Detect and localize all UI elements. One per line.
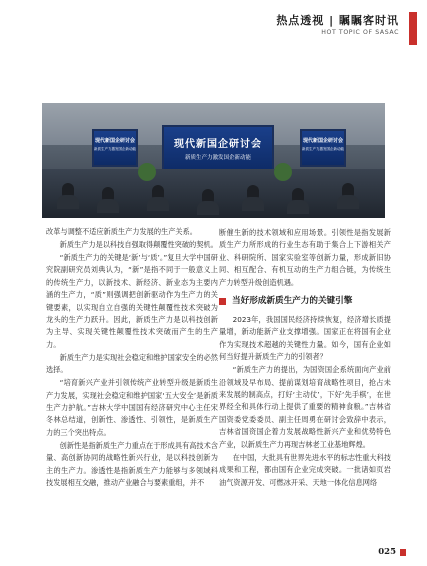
- section-heading: [219, 294, 391, 308]
- audience-body: [242, 197, 264, 211]
- audience-body: [97, 199, 119, 213]
- paragraph: 2023年，我国国民经济持续恢复，经济增长质提量增，新动能新产业支撑增强。国家正在将国有企业作为实现技术超越的关键性力量。如今，国有企业如何当好提升新质生产力的引领者？: [219, 315, 391, 362]
- paragraph: 改革与调整不适应新质生产力发展的生产关系。: [46, 227, 197, 236]
- paragraph: 断催生新的技术领域和应用场景。引领性是指发展新质生产力所形成的行业生态有助于集合上下游相关产业、科研院所、国家实验室等创新力量，形成新旧协同、相互配合、有机互动的生产力组合链，为传统生产力转型升级创造机遇。: [219, 228, 391, 287]
- audience-body: [337, 195, 359, 209]
- paragraph: 在中国，大批具有世界先进水平的标志性重大科技成果和工程，都由国有企业完成突破。一批诸如页岩油气资源开发、可燃冰开采、天地一体化信息网络: [219, 452, 391, 487]
- column-header: [267, 12, 427, 46]
- side-screen-left-title: 现代新国企研讨会: [94, 138, 135, 144]
- paragraph: 新质生产力是以科技自强取得颠覆性突破的契机。: [59, 240, 218, 249]
- plant-decoration: [138, 163, 156, 181]
- plant-decoration: [274, 163, 292, 181]
- main-screen-title: 现代新国企研讨会: [174, 139, 262, 150]
- header-accent-bar: [409, 12, 417, 45]
- side-screen-right-title: 现代新国企研讨会: [302, 138, 343, 144]
- audience-body: [197, 201, 219, 215]
- audience-body: [147, 197, 169, 211]
- conference-photo: [42, 103, 385, 218]
- column-title: 热点透视 | 瞩瞩客时讯: [276, 14, 399, 27]
- paragraph: 创新性是指新质生产力重点在于形成具有高技术含量、高创新协同的战略性新兴行业，是以科技创新为主的生产力。渗透性是指新质生产力能够与多领域科技发展相互交融，推动产业融合与要素重组，并不: [46, 440, 218, 488]
- section-title: 当好形成新质生产力的关键引擎: [232, 295, 353, 306]
- section-marker: [219, 298, 226, 305]
- side-screen-right-subtitle: 新质生产力激发国企新动能: [302, 147, 344, 151]
- page-number-text: 025: [378, 547, 396, 557]
- paragraph: “培育新兴产业并引领传统产业转型升级是新质生产力发展，实现社会稳定和维护国家‘五大安全’是新质生产力护航。”吉林大学中国国有经济研究中心主任宋冬林总结道，创新性、渗透性、引领性，是新质生产力的三个突出特点。: [46, 378, 218, 437]
- paragraph: “新质生产力的提出，为国资国企系统面向产业前沿领域及早布局、提前谋划培育战略性项目，抢占未来发展的制高点，打好‘主动仗’，下好‘先手棋’，在世界经全和具体行动上提供了重要的精神食粮。”吉林省国资委党委委员、副主任周勇在研讨会致辞中表示，吉林省国资国企着力发展战略性新兴产业和优势特色产业，以新质生产力再现吉林老工业基地辉煌。: [219, 365, 391, 449]
- side-screen-right: [300, 129, 346, 167]
- side-screen-left-subtitle: 新质生产力激发国企新动能: [94, 147, 136, 151]
- page-number: [378, 547, 406, 557]
- page-number-marker: [400, 549, 406, 556]
- side-screen-left: [92, 129, 138, 167]
- main-screen-subtitle: 新质生产力激发国企新动能: [184, 155, 251, 161]
- right-text-column: [219, 227, 391, 490]
- audience-body: [57, 195, 79, 209]
- audience-body: [287, 200, 309, 214]
- left-text-column: [46, 226, 218, 490]
- column-subtitle: HOT TOPIC OF SASAC: [321, 29, 399, 36]
- main-screen: [162, 125, 274, 173]
- paragraph: 新质生产力是实现社会稳定和维护国家安全的必然选择。: [46, 352, 218, 375]
- paragraph: “新质生产力的关键是‘新’与‘质’。”复旦大学中国研究院副研究员刘典认为，“新”是指不同于一般意义上的传统生产力，以新技术、新经济、新业态为主要内涵的生产力，“质”则强调把创新驱动作为生产力的关键要素，以实现自立自强的关键性颠覆性技术突破为龙头的生产力跃升。因此，新质生产力是以科技创新为主导、实现关键性颠覆性技术突破而产生的生产力。: [46, 253, 218, 349]
